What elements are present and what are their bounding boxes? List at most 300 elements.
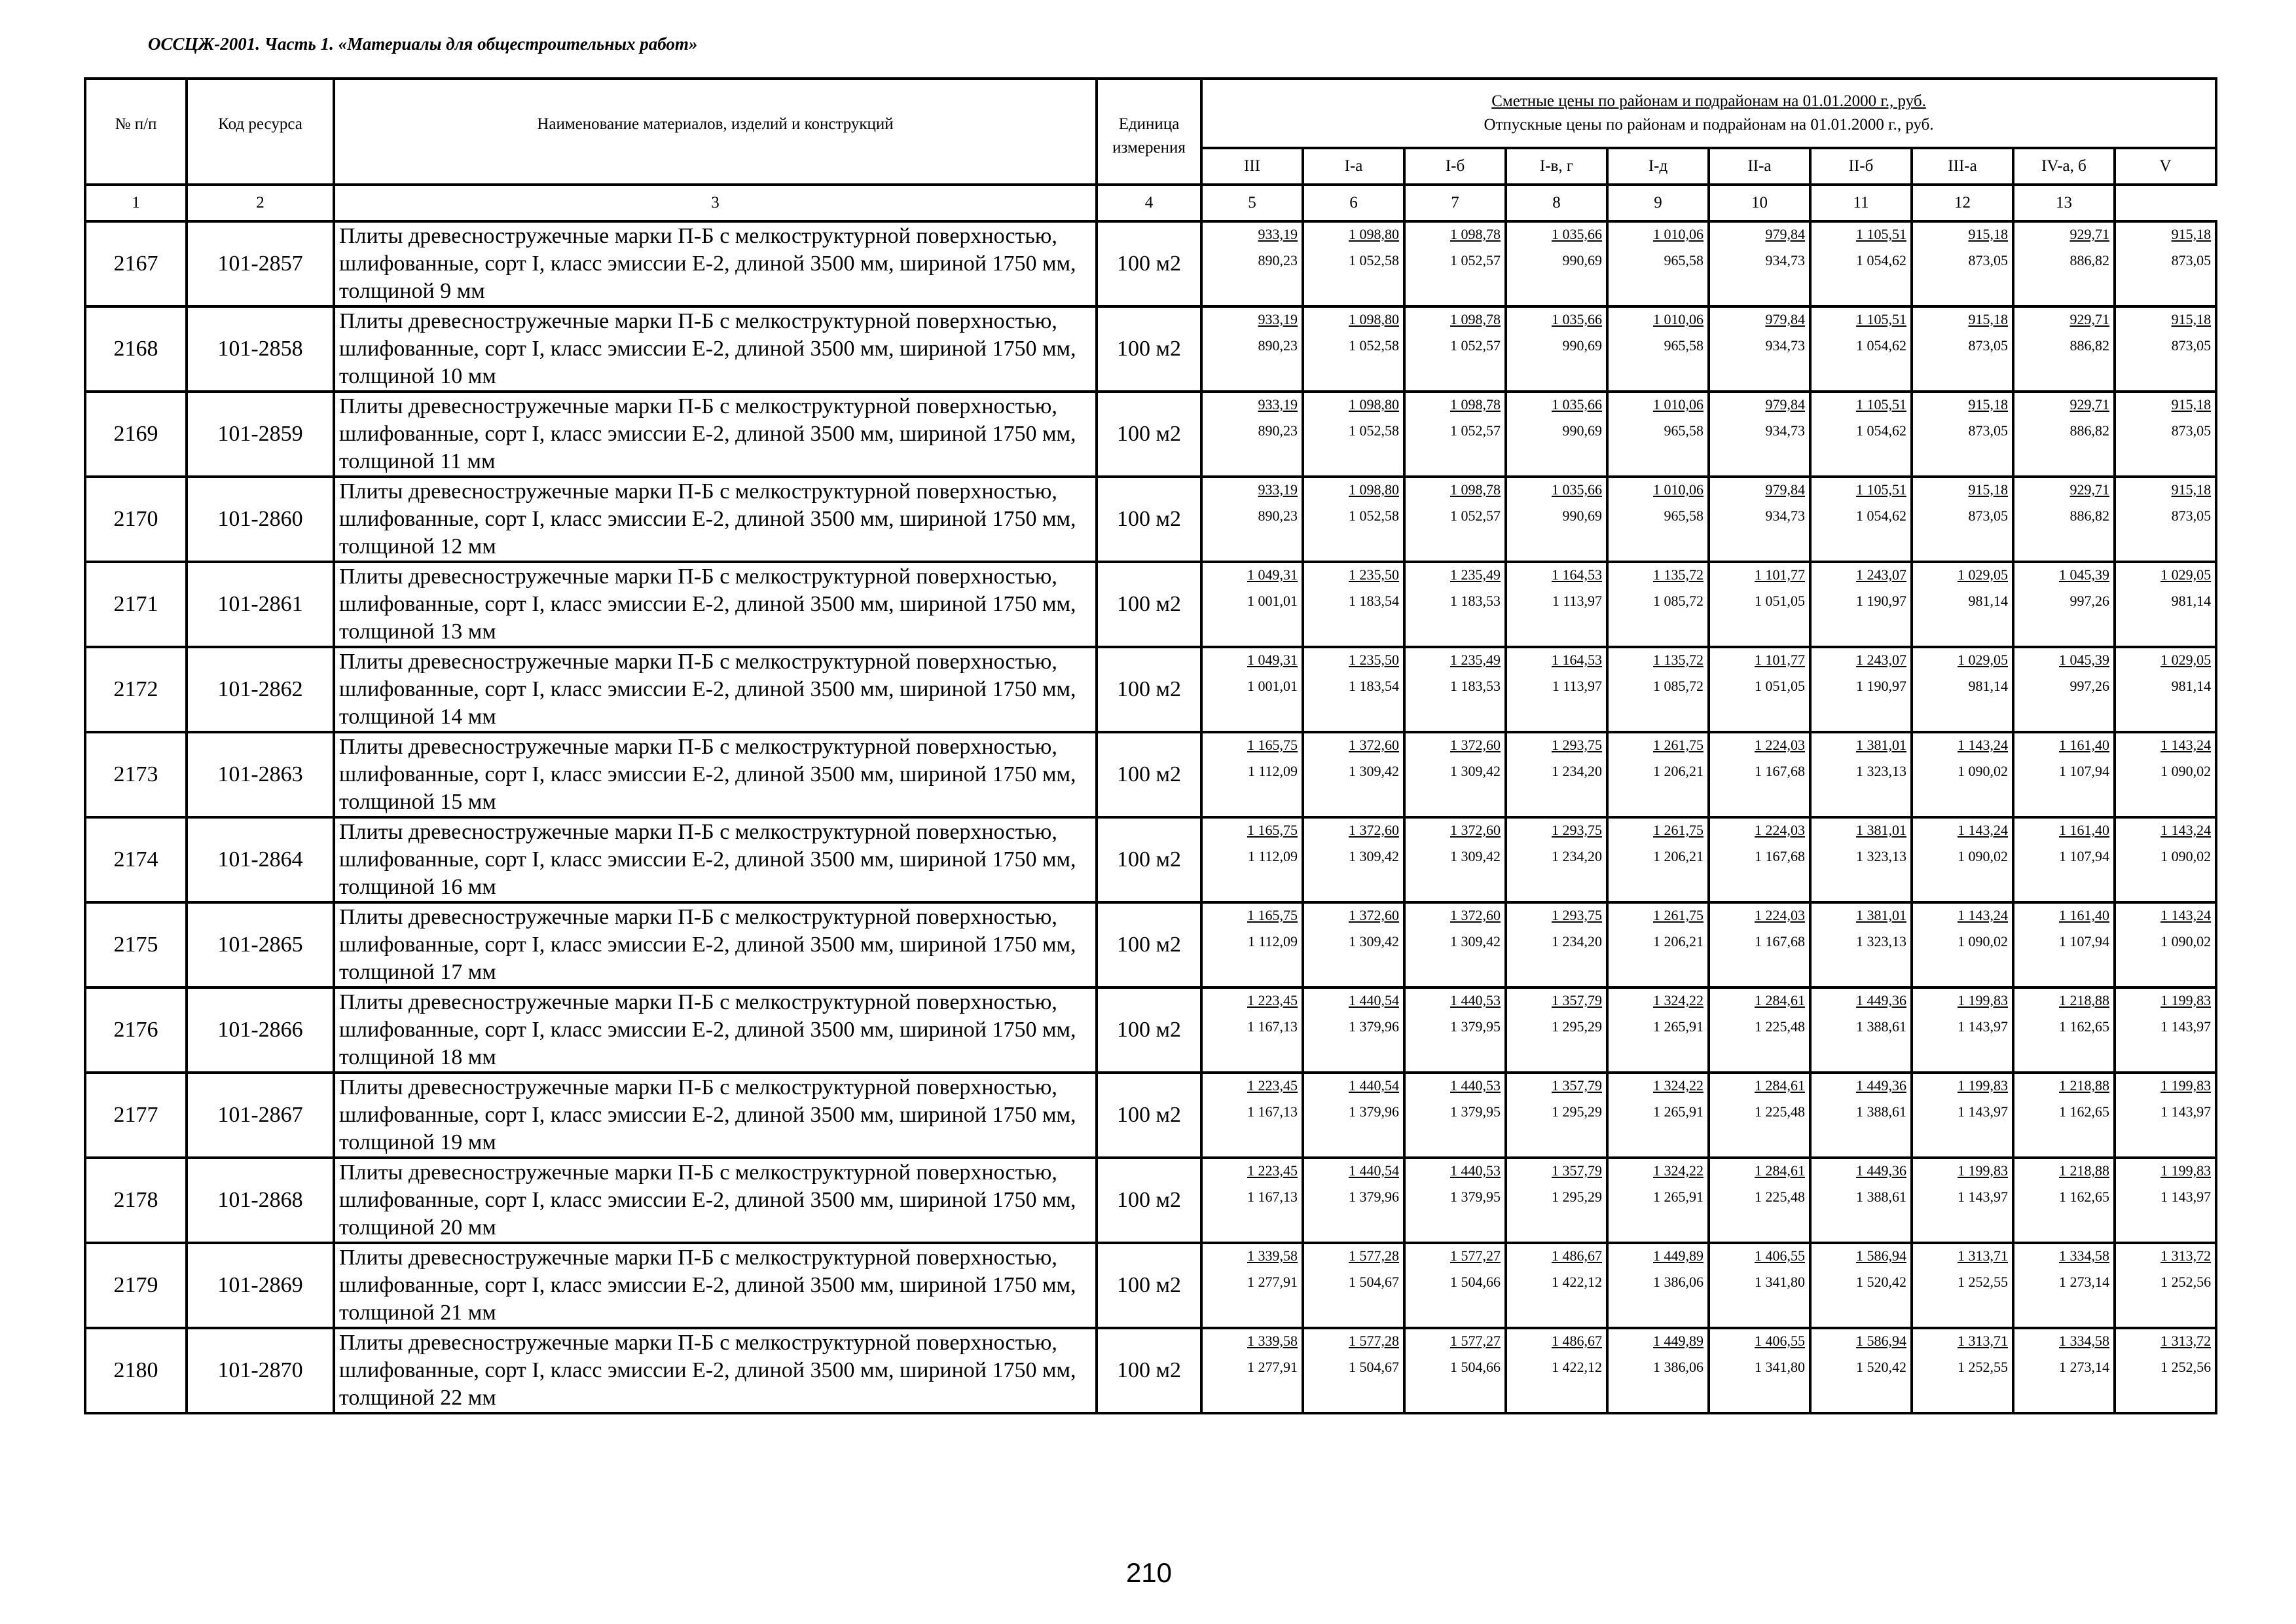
release-price: 1 112,09 [1247, 848, 1298, 864]
release-price: 873,05 [2171, 337, 2212, 354]
price-cell [1506, 817, 1607, 902]
release-price: 981,14 [2171, 593, 2212, 609]
price-cell [2115, 477, 2216, 562]
material-name: Плиты древесностружечные марки П-Б с мелкоструктурной поверхностью, шлифованные, сорт I, класс эмиссии Е-2, длиной 3500 мм, шириной 1750 мм, толщиной 10 мм [334, 306, 1097, 392]
column-number: 6 [1303, 185, 1404, 221]
price-cell [1506, 902, 1607, 987]
estimated-price: 1 357,79 [1552, 992, 1602, 1008]
unit-of-measure: 100 м2 [1097, 817, 1201, 902]
estimated-price: 1 224,03 [1755, 907, 1805, 923]
estimated-price: 1 586,94 [1856, 1247, 1906, 1264]
release-price: 1 143,97 [1958, 1189, 2008, 1205]
price-cell [1201, 306, 1303, 392]
estimated-price: 1 098,78 [1450, 396, 1501, 413]
release-price: 1 107,94 [2059, 763, 2109, 779]
release-price: 886,82 [2069, 422, 2109, 439]
region-header: I-в, г [1506, 148, 1607, 185]
release-price: 1 107,94 [2059, 933, 2109, 950]
row-number: 2169 [85, 392, 187, 477]
material-name: Плиты древесностружечные марки П-Б с мелкоструктурной поверхностью, шлифованные, сорт I, класс эмиссии Е-2, длиной 3500 мм, шириной 1750 мм, толщиной 21 мм [334, 1243, 1097, 1328]
price-cell [1607, 1243, 1709, 1328]
row-number: 2180 [85, 1328, 187, 1413]
release-price: 1 085,72 [1653, 593, 1704, 609]
price-cell [1201, 1328, 1303, 1413]
estimated-price: 1 045,39 [2059, 652, 2109, 668]
estimated-price: 1 261,75 [1653, 737, 1704, 753]
price-cell [1404, 1328, 1506, 1413]
release-price: 1 190,97 [1856, 678, 1906, 694]
release-price: 965,58 [1664, 337, 1704, 354]
estimated-price: 1 143,24 [1958, 907, 2008, 923]
estimated-price: 915,18 [2171, 311, 2212, 327]
release-price: 1 162,65 [2059, 1189, 2109, 1205]
estimated-price: 1 243,07 [1856, 566, 1906, 583]
table-row [85, 1328, 2216, 1413]
estimated-price: 1 010,06 [1653, 396, 1704, 413]
estimated-price: 915,18 [1968, 311, 2008, 327]
price-cell [1607, 902, 1709, 987]
release-price: 1 190,97 [1856, 593, 1906, 609]
header-prices [1201, 79, 2216, 148]
price-cell [1404, 1073, 1506, 1158]
price-cell [1709, 732, 1810, 817]
price-cell [1201, 647, 1303, 732]
price-cell [1912, 1073, 2013, 1158]
estimated-price: 1 324,22 [1653, 1077, 1704, 1094]
price-cell [2013, 477, 2115, 562]
estimated-price: 1 486,67 [1552, 1247, 1602, 1264]
price-cell [2013, 647, 2115, 732]
release-price: 1 206,21 [1653, 848, 1704, 864]
price-cell [1912, 732, 2013, 817]
price-cell [2115, 306, 2216, 392]
row-number: 2173 [85, 732, 187, 817]
release-price: 1 386,06 [1653, 1274, 1704, 1290]
estimated-price: 1 029,05 [1958, 652, 2008, 668]
row-number: 2178 [85, 1158, 187, 1243]
price-cell [1201, 392, 1303, 477]
release-price: 1 504,66 [1450, 1359, 1501, 1375]
estimated-price: 1 261,75 [1653, 822, 1704, 838]
release-price: 1 143,97 [2160, 1189, 2212, 1205]
release-price: 1 090,02 [2160, 848, 2212, 864]
estimated-price: 915,18 [1968, 481, 2008, 498]
estimated-price: 979,84 [1765, 226, 1805, 242]
estimated-price: 1 224,03 [1755, 822, 1805, 838]
estimated-price: 1 313,71 [1958, 1333, 2008, 1349]
release-price: 1 143,97 [2160, 1103, 2212, 1120]
price-cell [1303, 392, 1404, 477]
price-cell [2013, 1243, 2115, 1328]
estimated-price: 1 135,72 [1653, 566, 1704, 583]
estimated-price: 1 313,72 [2160, 1333, 2212, 1349]
release-price: 886,82 [2069, 337, 2109, 354]
price-cell [1912, 1328, 2013, 1413]
price-cell [1810, 306, 1912, 392]
region-header: V [2115, 148, 2216, 185]
price-cell [2013, 562, 2115, 647]
price-cell [1607, 392, 1709, 477]
release-price: 1 273,14 [2059, 1274, 2109, 1290]
price-cell [2115, 902, 2216, 987]
price-cell [1607, 1328, 1709, 1413]
estimated-price: 1 223,45 [1247, 1077, 1298, 1094]
estimated-price: 1 223,45 [1247, 992, 1298, 1008]
estimated-price: 1 284,61 [1755, 1077, 1805, 1094]
price-cell [1709, 221, 1810, 306]
estimated-price: 915,18 [1968, 226, 2008, 242]
release-price: 981,14 [1968, 593, 2008, 609]
estimated-price: 1 235,49 [1450, 566, 1501, 583]
estimated-price: 933,19 [1258, 311, 1298, 327]
estimated-price: 933,19 [1258, 481, 1298, 498]
price-cell [2013, 987, 2115, 1073]
estimated-price: 1 440,53 [1450, 992, 1501, 1008]
estimated-price: 1 199,83 [2160, 1077, 2212, 1094]
price-cell [1810, 902, 1912, 987]
estimated-price: 1 372,60 [1450, 822, 1501, 838]
release-price: 1 054,62 [1856, 337, 1906, 354]
estimated-price: 1 235,50 [1349, 566, 1399, 583]
price-cell [1506, 306, 1607, 392]
release-price: 1 167,13 [1247, 1103, 1298, 1120]
price-cell [1404, 477, 1506, 562]
region-header: IV-а, б [2013, 148, 2115, 185]
estimated-price: 1 010,06 [1653, 311, 1704, 327]
price-cell [1709, 1243, 1810, 1328]
release-price: 1 001,01 [1247, 678, 1298, 694]
estimated-price: 1 165,75 [1247, 907, 1298, 923]
region-header: I-д [1607, 148, 1709, 185]
release-price: 1 309,42 [1349, 848, 1399, 864]
estimated-price: 1 440,54 [1349, 1162, 1399, 1179]
release-price: 1 265,91 [1653, 1103, 1704, 1120]
material-name: Плиты древесностружечные марки П-Б с мелкоструктурной поверхностью, шлифованные, сорт I, класс эмиссии Е-2, длиной 3500 мм, шириной 1750 мм, толщиной 15 мм [334, 732, 1097, 817]
release-price: 1 054,62 [1856, 422, 1906, 439]
estimated-price: 915,18 [2171, 396, 2212, 413]
estimated-price: 1 143,24 [2160, 822, 2212, 838]
estimated-price: 1 161,40 [2059, 737, 2109, 753]
table-row [85, 1243, 2216, 1328]
release-price: 1 295,29 [1552, 1103, 1602, 1120]
price-cell [1404, 902, 1506, 987]
table-row [85, 221, 2216, 306]
estimated-price: 1 334,58 [2059, 1247, 2109, 1264]
estimated-price: 1 045,39 [2059, 566, 2109, 583]
price-cell [1201, 1243, 1303, 1328]
price-cell [2013, 902, 2115, 987]
release-price: 1 295,29 [1552, 1018, 1602, 1035]
release-price: 1 323,13 [1856, 933, 1906, 950]
estimated-price: 1 164,53 [1552, 566, 1602, 583]
price-cell [2115, 562, 2216, 647]
unit-of-measure: 100 м2 [1097, 392, 1201, 477]
price-cell [1912, 562, 2013, 647]
price-cell [2115, 732, 2216, 817]
estimated-price: 1 357,79 [1552, 1077, 1602, 1094]
release-price: 934,73 [1765, 507, 1805, 524]
price-cell [1607, 477, 1709, 562]
resource-code: 101-2867 [187, 1073, 334, 1158]
row-number: 2172 [85, 647, 187, 732]
release-price: 1 183,53 [1450, 593, 1501, 609]
estimated-price: 1 143,24 [2160, 737, 2212, 753]
release-price: 1 379,96 [1349, 1103, 1399, 1120]
release-price: 1 422,12 [1552, 1359, 1602, 1375]
price-cell [1303, 817, 1404, 902]
price-cell [2013, 732, 2115, 817]
price-cell [2115, 392, 2216, 477]
release-price: 1 252,56 [2160, 1359, 2212, 1375]
estimated-price: 915,18 [1968, 396, 2008, 413]
price-cell [1404, 306, 1506, 392]
release-price: 1 265,91 [1653, 1189, 1704, 1205]
price-cell [1506, 647, 1607, 732]
table-row [85, 562, 2216, 647]
estimated-price: 933,19 [1258, 396, 1298, 413]
estimated-price: 1 261,75 [1653, 907, 1704, 923]
row-number: 2174 [85, 817, 187, 902]
price-cell [2013, 1073, 2115, 1158]
release-price: 1 112,09 [1247, 763, 1298, 779]
estimated-price: 1 440,53 [1450, 1077, 1501, 1094]
column-number: 5 [1201, 185, 1303, 221]
release-price: 1 112,09 [1247, 933, 1298, 950]
price-cell [1607, 1158, 1709, 1243]
price-cell [1607, 562, 1709, 647]
release-price: 1 001,01 [1247, 593, 1298, 609]
estimated-price: 1 449,36 [1856, 1162, 1906, 1179]
price-cell [1201, 1158, 1303, 1243]
estimated-price: 1 105,51 [1856, 311, 1906, 327]
resource-code: 101-2858 [187, 306, 334, 392]
estimated-price: 1 029,05 [2160, 566, 2212, 583]
row-number: 2167 [85, 221, 187, 306]
price-cell [1607, 987, 1709, 1073]
estimated-price: 1 293,75 [1552, 907, 1602, 923]
release-price: 1 252,55 [1958, 1359, 2008, 1375]
price-cell [1506, 987, 1607, 1073]
material-name: Плиты древесностружечные марки П-Б с мелкоструктурной поверхностью, шлифованные, сорт I, класс эмиссии Е-2, длиной 3500 мм, шириной 1750 мм, толщиной 17 мм [334, 902, 1097, 987]
release-price: 1 388,61 [1856, 1103, 1906, 1120]
estimated-price: 1 381,01 [1856, 822, 1906, 838]
release-price: 990,69 [1562, 337, 1602, 354]
estimated-price: 915,18 [2171, 481, 2212, 498]
release-price: 1 309,42 [1450, 848, 1501, 864]
price-cell [1303, 306, 1404, 392]
estimated-price: 1 098,80 [1349, 396, 1399, 413]
row-number: 2177 [85, 1073, 187, 1158]
release-price: 981,14 [1968, 678, 2008, 694]
material-name: Плиты древесностружечные марки П-Б с мелкоструктурной поверхностью, шлифованные, сорт I, класс эмиссии Е-2, длиной 3500 мм, шириной 1750 мм, толщиной 19 мм [334, 1073, 1097, 1158]
estimated-price: 1 449,89 [1653, 1333, 1704, 1349]
price-cell [1303, 562, 1404, 647]
price-cell [1709, 647, 1810, 732]
region-header: III [1201, 148, 1303, 185]
price-cell [1607, 817, 1709, 902]
release-price: 1 052,58 [1349, 337, 1399, 354]
release-price: 1 167,68 [1755, 763, 1805, 779]
estimated-price: 1 105,51 [1856, 226, 1906, 242]
region-header: I-б [1404, 148, 1506, 185]
release-price: 1 234,20 [1552, 763, 1602, 779]
price-cell [2013, 221, 2115, 306]
column-number: 7 [1404, 185, 1506, 221]
price-cell [1201, 221, 1303, 306]
release-price: 1 504,67 [1349, 1359, 1399, 1375]
unit-of-measure: 100 м2 [1097, 647, 1201, 732]
price-cell [1303, 987, 1404, 1073]
estimated-price: 1 406,55 [1755, 1247, 1805, 1264]
row-number: 2176 [85, 987, 187, 1073]
release-price: 1 113,97 [1552, 678, 1602, 694]
estimated-price: 1 449,36 [1856, 1077, 1906, 1094]
column-number: 3 [334, 185, 1097, 221]
estimated-price: 1 105,51 [1856, 481, 1906, 498]
resource-code: 101-2868 [187, 1158, 334, 1243]
estimated-price: 1 199,83 [2160, 1162, 2212, 1179]
estimated-price: 1 199,83 [2160, 992, 2212, 1008]
estimated-price: 1 357,79 [1552, 1162, 1602, 1179]
price-cell [1912, 392, 2013, 477]
unit-of-measure: 100 м2 [1097, 306, 1201, 392]
estimated-price: 929,71 [2069, 226, 2109, 242]
table-row [85, 392, 2216, 477]
release-price: 1 295,29 [1552, 1189, 1602, 1205]
table-row [85, 306, 2216, 392]
release-price: 890,23 [1258, 252, 1298, 268]
price-cell [2013, 392, 2115, 477]
price-cell [1506, 1158, 1607, 1243]
estimated-price: 1 486,67 [1552, 1333, 1602, 1349]
release-price: 873,05 [1968, 422, 2008, 439]
price-cell [1303, 1073, 1404, 1158]
estimated-price: 1 372,60 [1450, 907, 1501, 923]
price-cell [1303, 1243, 1404, 1328]
column-number: 1 [85, 185, 187, 221]
release-price: 1 143,97 [1958, 1018, 2008, 1035]
unit-of-measure: 100 м2 [1097, 987, 1201, 1073]
price-cell [2013, 1328, 2115, 1413]
release-price: 1 234,20 [1552, 933, 1602, 950]
price-cell [1709, 562, 1810, 647]
release-price: 1 085,72 [1653, 678, 1704, 694]
price-cell [1201, 562, 1303, 647]
estimated-price: 1 029,05 [1958, 566, 2008, 583]
estimated-price: 1 339,58 [1247, 1247, 1298, 1264]
header-code: Код ресурса [187, 79, 334, 185]
release-price: 1 388,61 [1856, 1189, 1906, 1205]
unit-of-measure: 100 м2 [1097, 732, 1201, 817]
release-price: 1 052,58 [1349, 422, 1399, 439]
release-price: 1 265,91 [1653, 1018, 1704, 1035]
estimated-price: 1 161,40 [2059, 822, 2109, 838]
price-cell [1303, 221, 1404, 306]
release-price: 1 107,94 [2059, 848, 2109, 864]
material-name: Плиты древесностружечные марки П-Б с мелкоструктурной поверхностью, шлифованные, сорт I, класс эмиссии Е-2, длиной 3500 мм, шириной 1750 мм, толщиной 22 мм [334, 1328, 1097, 1413]
estimated-price: 979,84 [1765, 396, 1805, 413]
price-cell [2115, 647, 2216, 732]
price-cell [1303, 902, 1404, 987]
material-name: Плиты древесностружечные марки П-Б с мелкоструктурной поверхностью, шлифованные, сорт I, класс эмиссии Е-2, длиной 3500 мм, шириной 1750 мм, толщиной 13 мм [334, 562, 1097, 647]
resource-code: 101-2857 [187, 221, 334, 306]
estimated-price: 1 101,77 [1755, 652, 1805, 668]
release-price: 934,73 [1765, 422, 1805, 439]
release-price: 1 054,62 [1856, 507, 1906, 524]
price-cell [2115, 221, 2216, 306]
estimated-price: 1 440,54 [1349, 1077, 1399, 1094]
material-name: Плиты древесностружечные марки П-Б с мелкоструктурной поверхностью, шлифованные, сорт I, класс эмиссии Е-2, длиной 3500 мм, шириной 1750 мм, толщиной 18 мм [334, 987, 1097, 1073]
resource-code: 101-2860 [187, 477, 334, 562]
material-name: Плиты древесностружечные марки П-Б с мелкоструктурной поверхностью, шлифованные, сорт I, класс эмиссии Е-2, длиной 3500 мм, шириной 1750 мм, толщиной 14 мм [334, 647, 1097, 732]
release-price: 1 090,02 [2160, 763, 2212, 779]
release-price: 1 341,80 [1755, 1359, 1805, 1375]
release-price: 1 520,42 [1856, 1274, 1906, 1290]
price-cell [1607, 221, 1709, 306]
price-cell [1303, 1158, 1404, 1243]
estimated-price: 1 218,88 [2059, 1162, 2109, 1179]
release-price: 873,05 [2171, 507, 2212, 524]
release-price: 1 052,57 [1450, 337, 1501, 354]
resource-code: 101-2870 [187, 1328, 334, 1413]
estimated-price: 1 577,27 [1450, 1333, 1501, 1349]
estimated-price: 1 406,55 [1755, 1333, 1805, 1349]
estimated-price: 1 224,03 [1755, 737, 1805, 753]
estimated-price: 1 035,66 [1552, 226, 1602, 242]
release-price: 1 252,55 [1958, 1274, 2008, 1290]
price-cell [1810, 477, 1912, 562]
estimated-price: 1 143,24 [1958, 737, 2008, 753]
release-price: 1 167,13 [1247, 1189, 1298, 1205]
release-price: 990,69 [1562, 252, 1602, 268]
estimated-price: 1 339,58 [1247, 1333, 1298, 1349]
header-name: Наименование материалов, изделий и конструкций [334, 79, 1097, 185]
material-name: Плиты древесностружечные марки П-Б с мелкоструктурной поверхностью, шлифованные, сорт I, класс эмиссии Е-2, длиной 3500 мм, шириной 1750 мм, толщиной 20 мм [334, 1158, 1097, 1243]
estimated-price: 1 164,53 [1552, 652, 1602, 668]
price-cell [1506, 732, 1607, 817]
price-cell [1607, 732, 1709, 817]
release-price: 1 162,65 [2059, 1103, 2109, 1120]
estimated-price: 929,71 [2069, 311, 2109, 327]
estimated-price: 1 381,01 [1856, 737, 1906, 753]
price-cell [1912, 647, 2013, 732]
estimated-price: 1 143,24 [2160, 907, 2212, 923]
release-price: 886,82 [2069, 252, 2109, 268]
release-price: 997,26 [2069, 678, 2109, 694]
release-price: 1 206,21 [1653, 763, 1704, 779]
estimated-price: 1 098,78 [1450, 311, 1501, 327]
price-cell [2013, 1158, 2115, 1243]
row-number: 2171 [85, 562, 187, 647]
estimated-price: 1 577,27 [1450, 1247, 1501, 1264]
region-header: II-б [1810, 148, 1912, 185]
price-cell [1201, 1073, 1303, 1158]
price-cell [1303, 1328, 1404, 1413]
release-price: 1 309,42 [1349, 933, 1399, 950]
page-number: 210 [1125, 1557, 1173, 1588]
region-header: I-а [1303, 148, 1404, 185]
release-price: 1 234,20 [1552, 848, 1602, 864]
release-price: 1 052,57 [1450, 252, 1501, 268]
price-cell [1709, 1328, 1810, 1413]
estimated-price: 1 035,66 [1552, 311, 1602, 327]
estimated-price: 1 218,88 [2059, 1077, 2109, 1094]
table-row [85, 477, 2216, 562]
column-number: 4 [1097, 185, 1201, 221]
estimated-price: 1 381,01 [1856, 907, 1906, 923]
header-num: № п/п [85, 79, 187, 185]
price-cell [1912, 306, 2013, 392]
